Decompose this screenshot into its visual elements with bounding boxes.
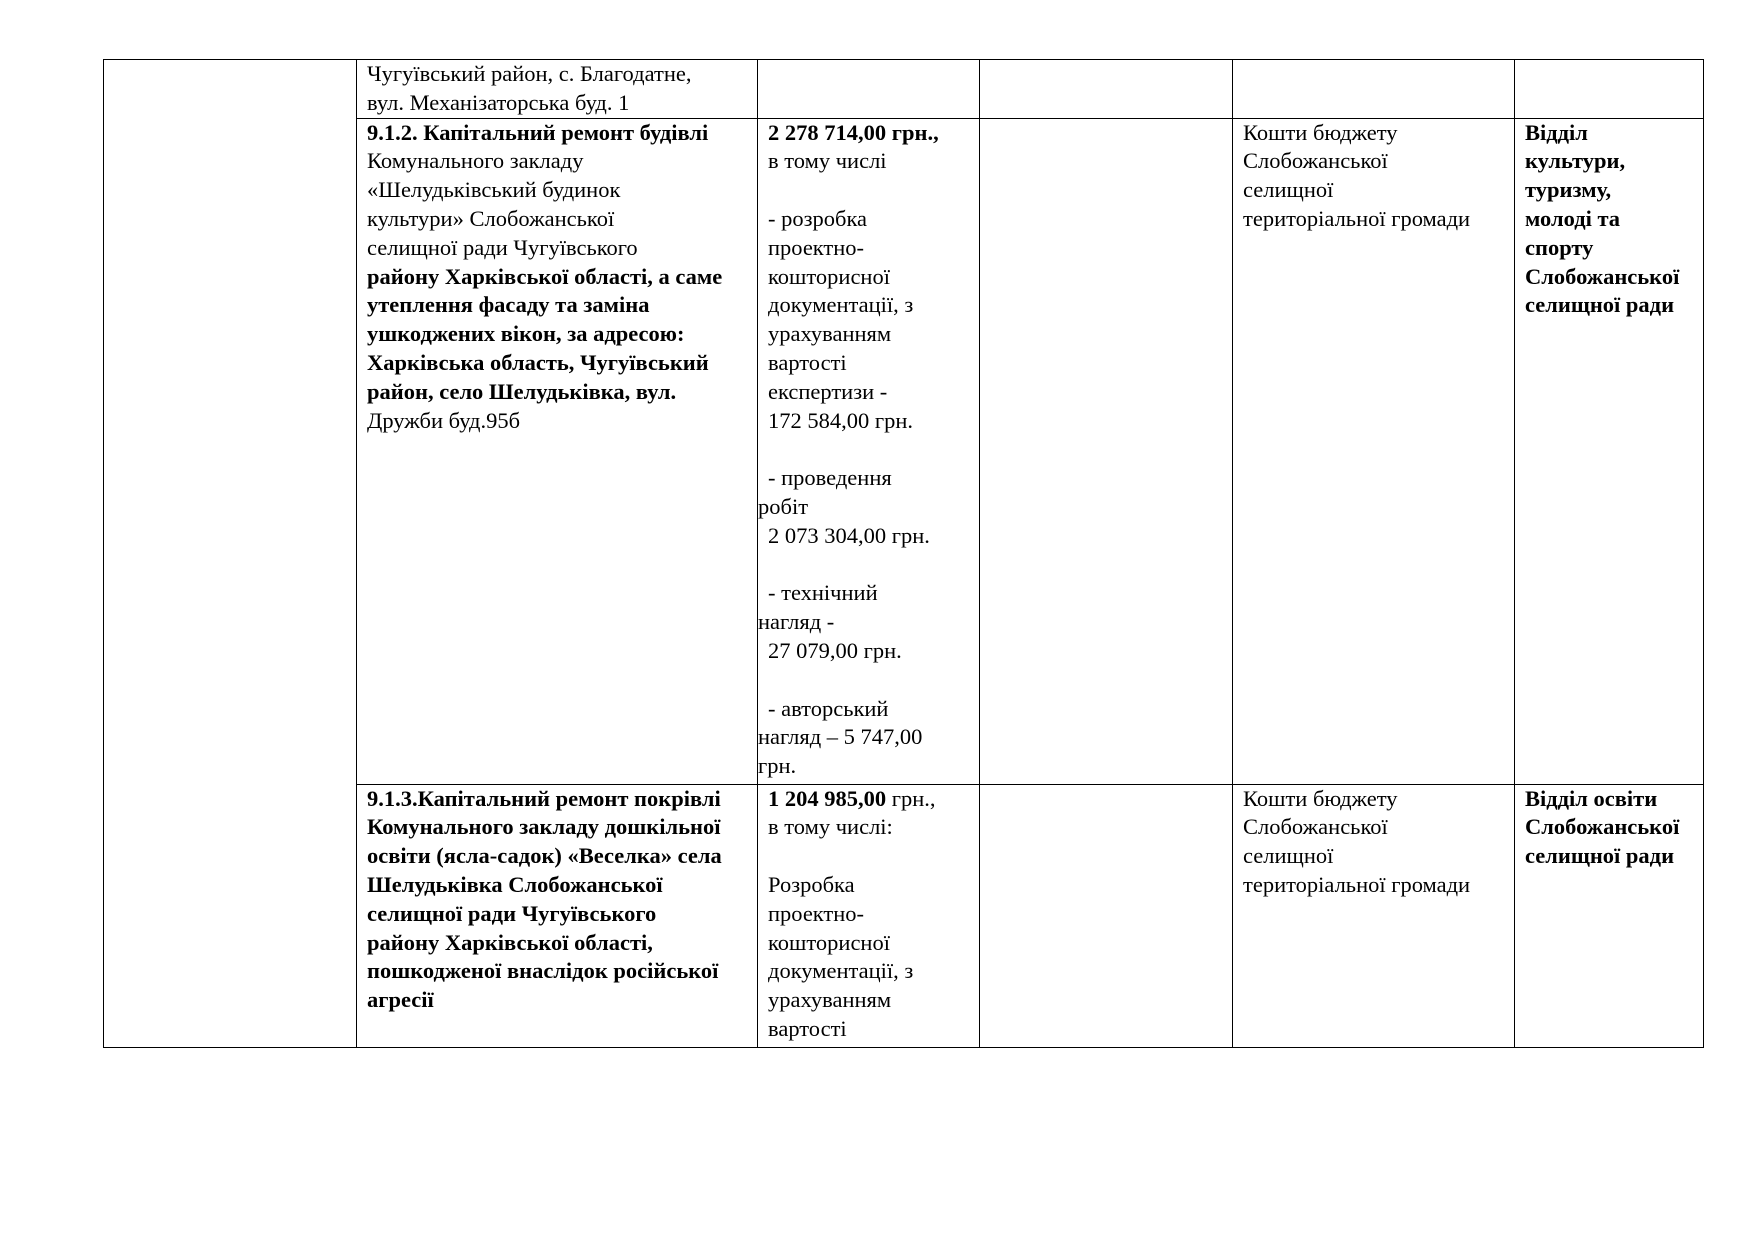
project-name-line: 9.1.2. Капітальний ремонт будівлі	[367, 119, 709, 145]
project-name-line: району Харківської області,	[367, 929, 653, 955]
project-name-cell	[357, 784, 758, 1047]
works-value: 2 073 304,00 грн.	[768, 522, 930, 548]
empty-cell	[1515, 60, 1704, 119]
author-label: нагляд – 5 747,00	[758, 724, 923, 750]
amount-total: 1 204 985,00	[768, 785, 887, 811]
project-name-line: селищної ради Чугуївського	[367, 234, 638, 260]
address-cell	[357, 60, 758, 119]
funding-source-line: Слобожанської	[1243, 148, 1388, 174]
project-name-line: району Харківської області, а саме	[367, 263, 723, 289]
funding-source-line: територіальної громади	[1243, 205, 1471, 231]
design-line: урахуванням	[768, 321, 892, 347]
executor-line: спорту	[1525, 234, 1594, 260]
design-line: вартості	[768, 1015, 847, 1041]
empty-cell	[980, 60, 1233, 119]
tech-label: нагляд -	[758, 609, 835, 635]
funding-source-cell	[1233, 118, 1515, 784]
amount-including: в тому числі	[768, 148, 887, 174]
executor-line: селищної ради	[1525, 843, 1675, 869]
works-label: робіт	[758, 493, 809, 519]
project-name-line: Комунального закладу	[367, 148, 584, 174]
executor-cell	[1515, 118, 1704, 784]
empty-cell	[758, 60, 980, 119]
executor-cell	[1515, 784, 1704, 1047]
design-line: проектно-	[768, 900, 865, 926]
author-label: грн.	[758, 753, 797, 779]
executor-line: Слобожанської	[1525, 814, 1680, 840]
empty-cell	[104, 60, 357, 1048]
funding-source-line: Слобожанської	[1243, 814, 1388, 840]
executor-line: селищної ради	[1525, 292, 1675, 318]
project-name-line: Дружби буд.95б	[367, 407, 521, 433]
project-name-line: Шелудьківка Слобожанської	[367, 871, 663, 897]
executor-line: молоді та	[1525, 205, 1621, 231]
executor-line: Відділ освіти	[1525, 785, 1658, 811]
tech-label: - технічний	[768, 580, 878, 606]
design-line: Розробка	[768, 871, 855, 897]
executor-line: Відділ	[1525, 119, 1588, 145]
funding-source-line: Кошти бюджету	[1243, 119, 1398, 145]
funding-source-line: селищної	[1243, 843, 1334, 869]
executor-line: Слобожанської	[1525, 263, 1680, 289]
design-line: кошторисної	[768, 263, 890, 289]
project-name-line: селищної ради Чугуївського	[367, 900, 657, 926]
design-line: вартості	[768, 349, 847, 375]
project-name-line: культури» Слобожанської	[367, 205, 615, 231]
design-line: документації, з	[768, 292, 914, 318]
project-name-line: утеплення фасаду та заміна	[367, 292, 650, 318]
amount-including: в тому числі:	[768, 814, 893, 840]
design-line: кошторисної	[768, 929, 890, 955]
author-label: - авторський	[768, 695, 889, 721]
project-name-line: ушкоджених вікон, за адресою:	[367, 321, 685, 347]
amount-total: 2 278 714,00 грн.,	[768, 119, 939, 145]
funding-source-cell	[1233, 784, 1515, 1047]
empty-cell	[1233, 60, 1515, 119]
project-name-line: «Шелудьківський будинок	[367, 177, 621, 203]
design-line: експертизи -	[768, 378, 888, 404]
project-name-line: пошкодженої внаслідок російської	[367, 958, 719, 984]
amount-cell	[758, 784, 980, 1047]
empty-cell	[980, 118, 1233, 784]
table-row	[104, 60, 1704, 119]
executor-line: туризму,	[1525, 177, 1612, 203]
funding-source-line: територіальної громади	[1243, 871, 1471, 897]
design-line: документації, з	[768, 958, 914, 984]
project-name-line: освіти (ясла-садок) «Веселка» села	[367, 843, 722, 869]
project-name-line: 9.1.3.Капітальний ремонт покрівлі	[367, 785, 721, 811]
design-line: проектно-	[768, 234, 865, 260]
executor-line: культури,	[1525, 148, 1626, 174]
amount-cell	[758, 118, 980, 784]
address-line: Чугуївський район, с. Благодатне,	[367, 61, 692, 86]
project-name-line: агресії	[367, 987, 434, 1013]
project-name-cell	[357, 118, 758, 784]
amount-total-line	[768, 785, 969, 814]
empty-cell	[980, 784, 1233, 1047]
tech-value: 27 079,00 грн.	[768, 637, 902, 663]
amount-total-suffix: грн.,	[886, 785, 936, 811]
project-name-line: Комунального закладу дошкільної	[367, 814, 721, 840]
funding-source-line: селищної	[1243, 177, 1334, 203]
funding-source-line: Кошти бюджету	[1243, 785, 1398, 811]
design-line: - розробка	[768, 205, 868, 231]
project-name-line: Харківська область, Чугуївський	[367, 349, 709, 375]
project-name-line: район, село Шелудьківка, вул.	[367, 378, 677, 404]
design-line: урахуванням	[768, 987, 892, 1013]
design-value: 172 584,00 грн.	[768, 407, 914, 433]
budget-table	[103, 59, 1704, 1048]
address-line: вул. Механізаторська буд. 1	[367, 89, 630, 115]
works-label: - проведення	[768, 465, 892, 491]
